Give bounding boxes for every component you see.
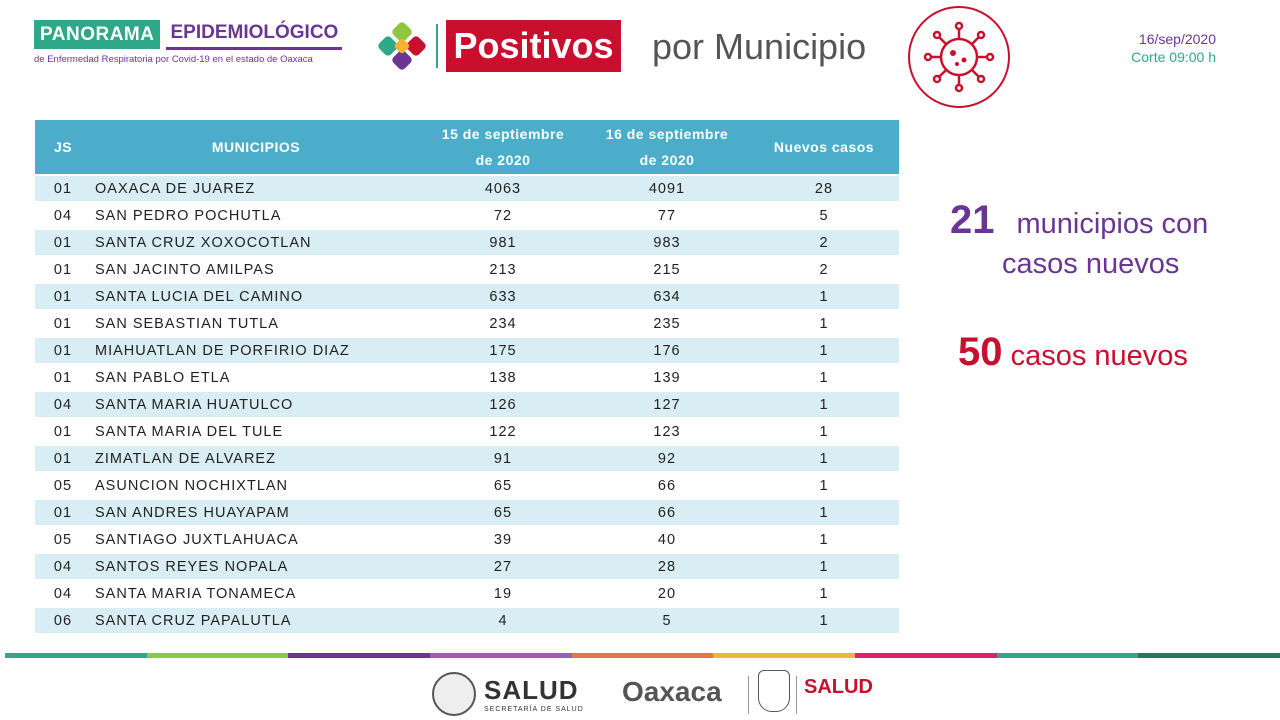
cell-nuevos: 1 bbox=[749, 607, 899, 633]
cell-sep16: 66 bbox=[585, 472, 749, 499]
cell-municipio: SANTA MARIA DEL TULE bbox=[91, 418, 421, 445]
cell-sep15: 72 bbox=[421, 202, 585, 229]
table-row bbox=[35, 364, 899, 391]
salud-oaxaca-logo: SALUD bbox=[804, 676, 873, 698]
cell-municipio: SANTA CRUZ PAPALUTLA bbox=[91, 607, 421, 633]
stripe-segment bbox=[147, 653, 289, 658]
footer-separator-2 bbox=[796, 676, 797, 714]
table-row bbox=[35, 553, 899, 580]
cell-js: 01 bbox=[35, 310, 91, 337]
casos-count: 50 bbox=[958, 330, 1003, 374]
cell-municipio: SAN SEBASTIAN TUTLA bbox=[91, 310, 421, 337]
panorama-subtitle: de Enfermedad Respiratoria por Covid-19 en el estado de Oaxaca bbox=[34, 54, 313, 65]
table-row bbox=[35, 283, 899, 310]
summary-casos bbox=[958, 330, 1188, 375]
cell-municipio: SAN JACINTO AMILPAS bbox=[91, 256, 421, 283]
cell-municipio: SAN PABLO ETLA bbox=[91, 364, 421, 391]
table-row bbox=[35, 391, 899, 418]
municipios-count: 21 bbox=[950, 198, 995, 242]
cell-municipio: SANTOS REYES NOPALA bbox=[91, 553, 421, 580]
header-sep15-line1: 15 de septiembre bbox=[441, 126, 565, 142]
cell-nuevos: 1 bbox=[749, 580, 899, 607]
table-row bbox=[35, 256, 899, 283]
cell-nuevos: 1 bbox=[749, 499, 899, 526]
salud-federal-logo bbox=[432, 672, 584, 716]
cell-sep16: 5 bbox=[585, 607, 749, 633]
header-sep15-line2: de 2020 bbox=[475, 152, 531, 168]
cell-sep15: 91 bbox=[421, 445, 585, 472]
header-nuevos: Nuevos casos bbox=[749, 120, 899, 175]
cell-nuevos: 1 bbox=[749, 391, 899, 418]
panorama-word: PANORAMA bbox=[34, 20, 160, 49]
cell-nuevos: 1 bbox=[749, 445, 899, 472]
header-sep15 bbox=[421, 120, 585, 175]
oaxaca-logo: Oaxaca bbox=[622, 676, 722, 707]
stripe-segment bbox=[288, 653, 430, 658]
cell-sep16: 40 bbox=[585, 526, 749, 553]
secretaria-text: SECRETARÍA DE SALUD bbox=[484, 706, 584, 713]
stripe-segment bbox=[430, 653, 572, 658]
cell-sep16: 235 bbox=[585, 310, 749, 337]
table-body bbox=[35, 175, 899, 633]
table-row bbox=[35, 337, 899, 364]
stripe-segment bbox=[855, 653, 997, 658]
cell-sep16: 139 bbox=[585, 364, 749, 391]
municipios-text-1: municipios con bbox=[1016, 208, 1209, 240]
header-sep16 bbox=[585, 120, 749, 175]
cell-municipio: SANTA LUCIA DEL CAMINO bbox=[91, 283, 421, 310]
cell-js: 05 bbox=[35, 526, 91, 553]
cell-nuevos: 2 bbox=[749, 229, 899, 256]
cell-municipio: OAXACA DE JUAREZ bbox=[91, 175, 421, 202]
header-municipios: MUNICIPIOS bbox=[91, 120, 421, 175]
virus-icon bbox=[908, 6, 1010, 108]
table-row bbox=[35, 445, 899, 472]
cell-municipio: SANTA MARIA HUATULCO bbox=[91, 391, 421, 418]
cell-js: 01 bbox=[35, 283, 91, 310]
positivos-badge: Positivos bbox=[446, 20, 621, 72]
cell-nuevos: 1 bbox=[749, 553, 899, 580]
stripe-segment bbox=[5, 653, 147, 658]
cell-sep16: 20 bbox=[585, 580, 749, 607]
cell-nuevos: 1 bbox=[749, 364, 899, 391]
cell-sep15: 213 bbox=[421, 256, 585, 283]
cell-sep15: 138 bbox=[421, 364, 585, 391]
cell-nuevos: 1 bbox=[749, 337, 899, 364]
cell-municipio: SANTIAGO JUXTLAHUACA bbox=[91, 526, 421, 553]
cell-sep15: 981 bbox=[421, 229, 585, 256]
report-date: 16/sep/2020 bbox=[1138, 31, 1216, 47]
cell-sep16: 66 bbox=[585, 499, 749, 526]
cell-sep15: 27 bbox=[421, 553, 585, 580]
date-label bbox=[1131, 30, 1216, 66]
cell-js: 01 bbox=[35, 418, 91, 445]
cell-js: 04 bbox=[35, 553, 91, 580]
table-row bbox=[35, 310, 899, 337]
cell-sep15: 175 bbox=[421, 337, 585, 364]
table-row bbox=[35, 607, 899, 633]
footer bbox=[0, 668, 1280, 720]
cell-municipio: MIAHUATLAN DE PORFIRIO DIAZ bbox=[91, 337, 421, 364]
header-sep16-line1: 16 de septiembre bbox=[605, 126, 729, 142]
cell-nuevos: 28 bbox=[749, 175, 899, 202]
cell-sep15: 4 bbox=[421, 607, 585, 633]
cell-js: 06 bbox=[35, 607, 91, 633]
cell-sep16: 176 bbox=[585, 337, 749, 364]
cell-sep16: 127 bbox=[585, 391, 749, 418]
cell-js: 01 bbox=[35, 445, 91, 472]
summary-municipios bbox=[950, 200, 1208, 284]
cell-sep15: 4063 bbox=[421, 175, 585, 202]
page-title: por Municipio bbox=[652, 26, 867, 67]
cell-sep15: 65 bbox=[421, 472, 585, 499]
positivos-table bbox=[35, 120, 899, 633]
cell-nuevos: 1 bbox=[749, 310, 899, 337]
cell-js: 04 bbox=[35, 580, 91, 607]
cell-sep16: 4091 bbox=[585, 175, 749, 202]
cell-sep16: 983 bbox=[585, 229, 749, 256]
table-row bbox=[35, 580, 899, 607]
cell-sep16: 77 bbox=[585, 202, 749, 229]
cell-sep16: 634 bbox=[585, 283, 749, 310]
cell-js: 01 bbox=[35, 499, 91, 526]
cell-sep15: 19 bbox=[421, 580, 585, 607]
cell-sep15: 122 bbox=[421, 418, 585, 445]
table-row bbox=[35, 202, 899, 229]
cell-sep16: 123 bbox=[585, 418, 749, 445]
municipios-text-2: casos nuevos bbox=[1002, 248, 1180, 280]
cell-nuevos: 5 bbox=[749, 202, 899, 229]
table-row bbox=[35, 229, 899, 256]
table-header-row bbox=[35, 120, 899, 175]
cell-municipio: SANTA CRUZ XOXOCOTLAN bbox=[91, 229, 421, 256]
table-row bbox=[35, 526, 899, 553]
cell-municipio: SAN ANDRES HUAYAPAM bbox=[91, 499, 421, 526]
cell-js: 01 bbox=[35, 337, 91, 364]
cell-js: 04 bbox=[35, 391, 91, 418]
cell-sep16: 28 bbox=[585, 553, 749, 580]
table-row bbox=[35, 418, 899, 445]
color-stripe bbox=[5, 653, 1280, 658]
panorama-logo bbox=[34, 18, 342, 65]
oaxaca-emblem-icon bbox=[758, 670, 790, 712]
cell-sep15: 39 bbox=[421, 526, 585, 553]
table-row bbox=[35, 499, 899, 526]
cell-js: 04 bbox=[35, 202, 91, 229]
stripe-segment bbox=[713, 653, 855, 658]
cell-nuevos: 1 bbox=[749, 283, 899, 310]
cell-municipio: ZIMATLAN DE ALVAREZ bbox=[91, 445, 421, 472]
cell-sep15: 633 bbox=[421, 283, 585, 310]
cutoff-time: Corte 09:00 h bbox=[1131, 49, 1216, 65]
epidemiologico-word: EPIDEMIOLÓGICO bbox=[166, 18, 342, 50]
table-row bbox=[35, 175, 899, 202]
header-js: JS bbox=[35, 120, 91, 175]
cell-nuevos: 1 bbox=[749, 418, 899, 445]
cell-js: 01 bbox=[35, 229, 91, 256]
panorama-x-icon bbox=[378, 22, 426, 70]
cell-sep15: 126 bbox=[421, 391, 585, 418]
cell-js: 01 bbox=[35, 364, 91, 391]
cell-js: 05 bbox=[35, 472, 91, 499]
cell-sep16: 92 bbox=[585, 445, 749, 472]
mexico-seal-icon bbox=[432, 672, 476, 716]
cell-js: 01 bbox=[35, 175, 91, 202]
header-sep16-line2: de 2020 bbox=[639, 152, 695, 168]
stripe-segment bbox=[572, 653, 714, 658]
cell-sep16: 215 bbox=[585, 256, 749, 283]
table-row bbox=[35, 472, 899, 499]
cell-sep15: 65 bbox=[421, 499, 585, 526]
stripe-segment bbox=[997, 653, 1139, 658]
cell-municipio: ASUNCION NOCHIXTLAN bbox=[91, 472, 421, 499]
footer-separator bbox=[748, 676, 749, 714]
casos-text: casos nuevos bbox=[1010, 340, 1188, 372]
header-separator bbox=[436, 24, 438, 68]
salud-logo-text: SALUD bbox=[484, 675, 579, 705]
cell-municipio: SAN PEDRO POCHUTLA bbox=[91, 202, 421, 229]
cell-nuevos: 2 bbox=[749, 256, 899, 283]
cell-nuevos: 1 bbox=[749, 526, 899, 553]
cell-sep15: 234 bbox=[421, 310, 585, 337]
cell-municipio: SANTA MARIA TONAMECA bbox=[91, 580, 421, 607]
stripe-segment bbox=[1138, 653, 1280, 658]
cell-nuevos: 1 bbox=[749, 472, 899, 499]
cell-js: 01 bbox=[35, 256, 91, 283]
